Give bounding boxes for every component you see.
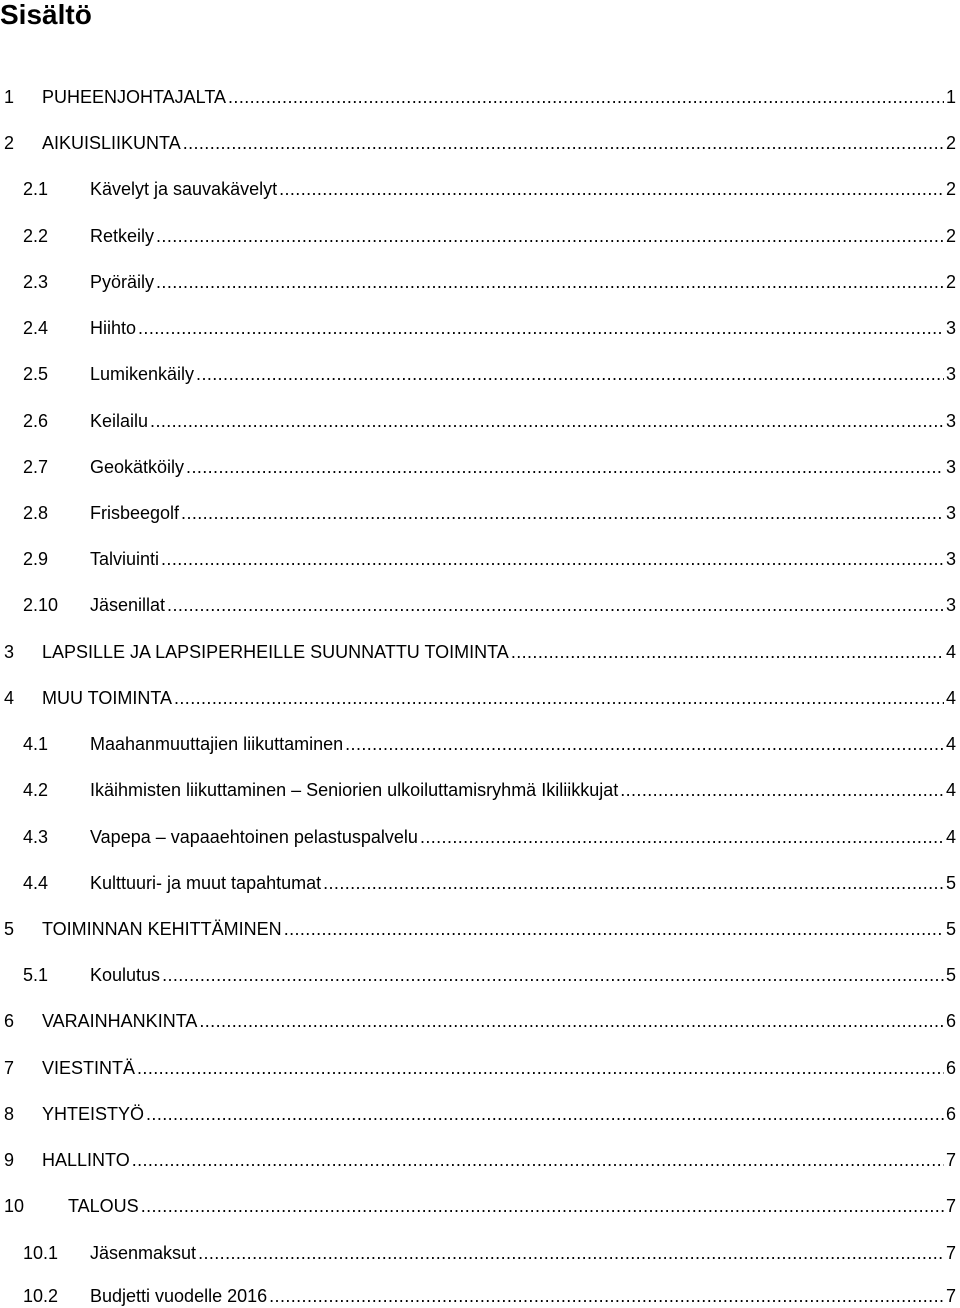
toc-entry-maahanmuuttajat[interactable]	[0, 732, 960, 756]
toc-entry-retkeily[interactable]	[0, 224, 960, 248]
toc-entry-page: 3	[945, 595, 956, 615]
dot-leader	[323, 871, 944, 895]
toc-entry-title: YHTEISTYÖ	[42, 1104, 145, 1124]
toc-entry-number: 2.5	[23, 364, 49, 384]
toc-entry-title: VARAINHANKINTA	[42, 1011, 198, 1031]
toc-entry-viestinta[interactable]	[0, 1056, 960, 1080]
dot-leader	[146, 1102, 944, 1126]
toc-entry-frisbeegolf[interactable]	[0, 501, 960, 525]
dot-leader	[162, 963, 944, 987]
dot-leader	[181, 501, 944, 525]
toc-entry-page: 1	[945, 87, 956, 107]
toc-entry-page: 3	[945, 364, 956, 384]
toc-entry-title: Retkeily	[90, 226, 155, 246]
dot-leader	[141, 1194, 944, 1218]
toc-entry-number: 5	[4, 919, 15, 939]
toc-entry-lumikenkaily[interactable]	[0, 362, 960, 386]
toc-entry-hiihto[interactable]	[0, 316, 960, 340]
dot-leader	[174, 686, 944, 710]
toc-entry-title: Kävelyt ja sauvakävelyt	[90, 179, 278, 199]
toc-entry-talous[interactable]	[0, 1194, 960, 1218]
dot-leader	[279, 177, 944, 201]
toc-entry-number: 10.2	[23, 1286, 59, 1306]
toc-entry-number: 4.4	[23, 873, 49, 893]
toc-entry-title: Pyöräily	[90, 272, 155, 292]
dot-leader	[161, 547, 944, 571]
toc-entry-page: 4	[945, 780, 956, 800]
dot-leader	[345, 732, 944, 756]
toc-entry-title: Maahanmuuttajien liikuttaminen	[90, 734, 344, 754]
toc-entry-title: Ikäihmisten liikuttaminen – Seniorien ulkoiluttamisryhmä Ikiliikkujat	[90, 780, 619, 800]
toc-entry-page: 6	[945, 1104, 956, 1124]
dot-leader	[167, 593, 944, 617]
toc-entry-number: 2.8	[23, 503, 49, 523]
toc-entry-title: Lumikenkäily	[90, 364, 195, 384]
toc-entry-number: 2.2	[23, 226, 49, 246]
toc-entry-title: LAPSILLE JA LAPSIPERHEILLE SUUNNATTU TOIMINTA	[42, 642, 509, 662]
toc-entry-page: 5	[945, 919, 956, 939]
toc-entry-page: 7	[945, 1243, 956, 1263]
toc-entry-page: 6	[945, 1011, 956, 1031]
toc-entry-title: HALLINTO	[42, 1150, 130, 1170]
dot-leader	[198, 1241, 944, 1265]
toc-entry-number: 9	[4, 1150, 15, 1170]
dot-leader	[620, 778, 944, 802]
toc-entry-page: 4	[945, 688, 956, 708]
toc-entry-number: 3	[4, 642, 15, 662]
toc-entry-number: 4.1	[23, 734, 49, 754]
toc-entry-page: 2	[945, 226, 956, 246]
dot-leader	[183, 131, 944, 155]
dot-leader	[269, 1284, 944, 1308]
toc-entry-vapepa[interactable]	[0, 825, 960, 849]
toc-entry-muu-toiminta[interactable]	[0, 686, 960, 710]
toc-entry-title: Hiihto	[90, 318, 137, 338]
toc-entry-title: AIKUISLIIKUNTA	[42, 133, 181, 153]
toc-entry-page: 5	[945, 873, 956, 893]
dot-leader	[156, 224, 944, 248]
dot-leader	[186, 455, 944, 479]
toc-entry-varainhankinta[interactable]	[0, 1009, 960, 1033]
toc-entry-title: Jäsenmaksut	[90, 1243, 197, 1263]
toc-entry-kulttuuri[interactable]	[0, 871, 960, 895]
toc-entry-yhteistyo[interactable]	[0, 1102, 960, 1126]
dot-leader	[196, 362, 944, 386]
toc-entry-number: 2.4	[23, 318, 49, 338]
toc-entry-number: 2.6	[23, 411, 49, 431]
toc-entry-number: 6	[4, 1011, 15, 1031]
toc-entry-number: 4.3	[23, 827, 49, 847]
dot-leader	[420, 825, 944, 849]
toc-entry-number: 1	[4, 87, 15, 107]
toc-entry-jasenillat[interactable]	[0, 593, 960, 617]
dot-leader	[150, 409, 944, 433]
toc-entry-number: 5.1	[23, 965, 49, 985]
dot-leader	[511, 640, 944, 664]
toc-entry-koulutus[interactable]	[0, 963, 960, 987]
toc-entry-page: 7	[945, 1286, 956, 1306]
toc-entry-number: 2.1	[23, 179, 49, 199]
toc-entry-title: PUHEENJOHTAJALTA	[42, 87, 227, 107]
toc-entry-title: Budjetti vuodelle 2016	[90, 1286, 268, 1306]
toc-entry-page: 4	[945, 642, 956, 662]
toc-entry-page: 2	[945, 133, 956, 153]
toc-entry-page: 3	[945, 549, 956, 569]
toc-entry-title: VIESTINTÄ	[42, 1058, 136, 1078]
toc-entry-geokatkoily[interactable]	[0, 455, 960, 479]
dot-leader	[132, 1148, 944, 1172]
toc-entry-number: 10	[4, 1196, 25, 1216]
toc-entry-title: Frisbeegolf	[90, 503, 180, 523]
toc-entry-title: Kulttuuri- ja muut tapahtumat	[90, 873, 322, 893]
toc-entry-pyoraily[interactable]	[0, 270, 960, 294]
toc-entry-hallinto[interactable]	[0, 1148, 960, 1172]
dot-leader	[228, 85, 944, 109]
toc-entry-jasenmaksut[interactable]	[0, 1241, 960, 1265]
toc-entry-number: 10.1	[23, 1243, 59, 1263]
toc-entry-kavelyt[interactable]	[0, 177, 960, 201]
toc-entry-number: 4.2	[23, 780, 49, 800]
toc-entry-title: Geokätköily	[90, 457, 185, 477]
toc-entry-page: 4	[945, 827, 956, 847]
toc-entry-title: Vapepa – vapaaehtoinen pelastuspalvelu	[90, 827, 418, 847]
dot-leader	[137, 1056, 944, 1080]
toc-entry-talviuinti[interactable]	[0, 547, 960, 571]
toc-entry-page: 3	[945, 411, 956, 431]
toc-entry-title: TOIMINNAN KEHITTÄMINEN	[42, 919, 282, 939]
toc-entry-title: TALOUS	[68, 1196, 139, 1216]
dot-leader	[156, 270, 944, 294]
dot-leader	[138, 316, 944, 340]
toc-entry-number: 7	[4, 1058, 15, 1078]
toc-entry-lapsille[interactable]	[0, 640, 960, 664]
toc-entry-page: 3	[945, 457, 956, 477]
toc-entry-page: 6	[945, 1058, 956, 1078]
toc-entry-page: 2	[945, 179, 956, 199]
toc-entry-page: 3	[945, 503, 956, 523]
dot-leader	[199, 1009, 944, 1033]
toc-entry-title: Jäsenillat	[90, 595, 166, 615]
toc-entry-kehittaminen[interactable]	[0, 917, 960, 941]
toc-entry-number: 2.3	[23, 272, 49, 292]
toc-entry-page: 7	[945, 1150, 956, 1170]
toc-entry-page: 3	[945, 318, 956, 338]
toc-entry-number: 2.10	[23, 595, 59, 615]
toc-entry-keilailu[interactable]	[0, 409, 960, 433]
toc-entry-title: Keilailu	[90, 411, 149, 431]
toc-entry-puheenjohtajalta[interactable]	[0, 85, 960, 109]
toc-entry-number: 8	[4, 1104, 15, 1124]
toc-entry-number: 2	[4, 133, 15, 153]
toc-entry-page: 4	[945, 734, 956, 754]
toc-entry-page: 7	[945, 1196, 956, 1216]
toc-entry-title: Koulutus	[90, 965, 161, 985]
toc-entry-number: 2.7	[23, 457, 49, 477]
toc-entry-aikuisliikunta[interactable]	[0, 131, 960, 155]
toc-entry-title: MUU TOIMINTA	[42, 688, 172, 708]
toc-entry-page: 2	[945, 272, 956, 292]
dot-leader	[284, 917, 944, 941]
toc-entry-page: 5	[945, 965, 956, 985]
toc-entry-number: 4	[4, 688, 15, 708]
toc-entry-budjetti[interactable]	[0, 1284, 960, 1308]
page-title: Sisältö	[0, 0, 92, 30]
toc-entry-ikaihmiset[interactable]	[0, 778, 960, 802]
toc-entry-title: Talviuinti	[90, 549, 160, 569]
toc-entry-number: 2.9	[23, 549, 49, 569]
